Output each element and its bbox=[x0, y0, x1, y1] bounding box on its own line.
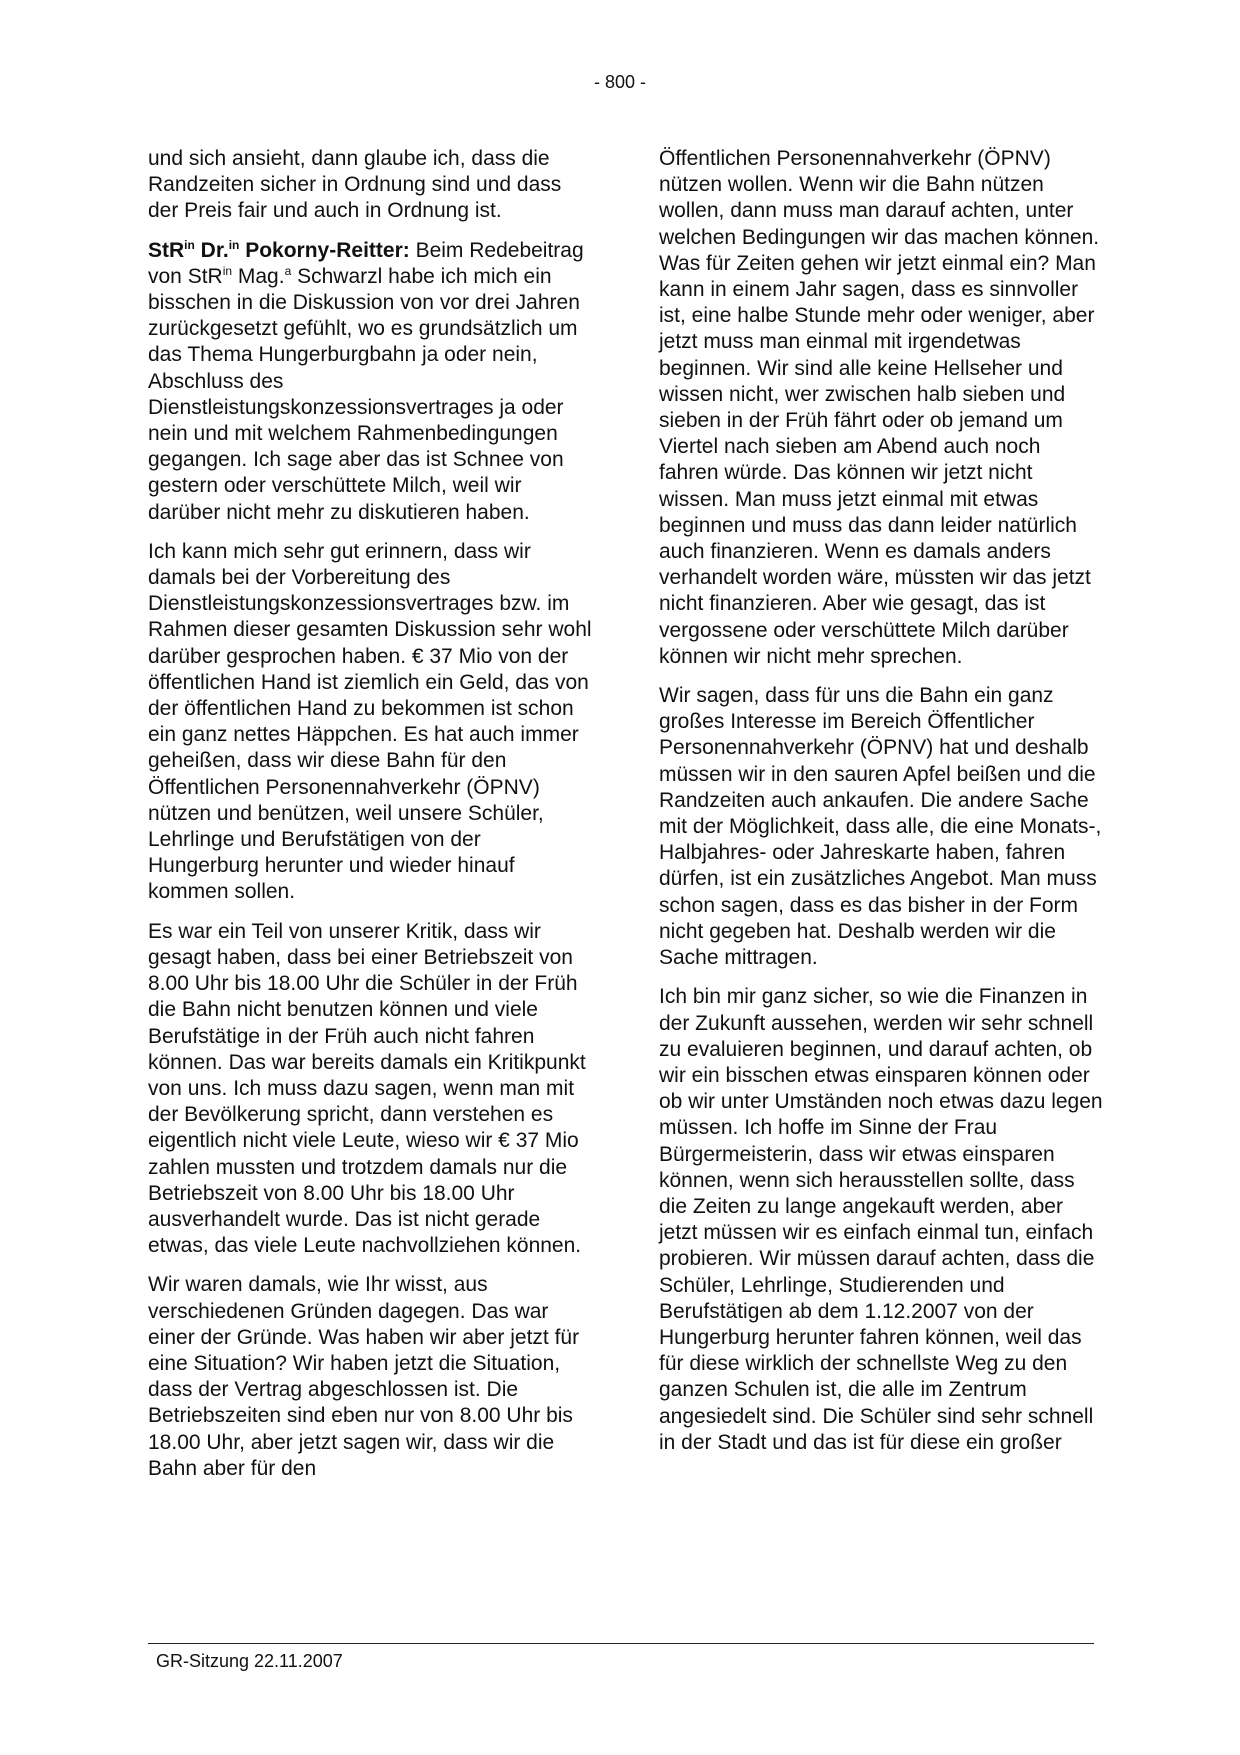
paragraph: Öffentlichen Personennahverkehr (ÖPNV) nützen wollen. Wenn wir die Bahn nützen wollen, dann muss man darauf achten, unter welchen Bedingungen wir das machen können. Was für Zeiten gehen wir jetzt einmal ein? Man kann in einem Jahr sagen, dass es sinnvoller ist, eine halbe Stunde mehr oder weniger, aber jetzt muss man einmal mit irgendetwas beginnen. Wir sind alle keine Hellseher und wissen nicht, wer zwischen halb sieben und sieben in der Früh fährt oder ob jemand um Viertel nach sieben am Abend auch noch fahren würde. Das können wir jetzt nicht wissen. Man muss jetzt einmal mit etwas beginnen und muss das dann leider natürlich auch finanzieren. Wenn es damals anders verhandelt worden wäre, müssten wir das jetzt nicht finanzieren. Aber wie gesagt, das ist vergossene oder verschüttete Milch darüber können wir nicht mehr sprechen. bbox=[659, 147, 1100, 668]
right-column bbox=[659, 146, 1105, 1469]
paragraph: Ich kann mich sehr gut erinnern, dass wir damals bei der Vorbereitung des Dienstleistungskonzessionsvertrages bzw. im Rahmen dieser gesamten Diskussion sehr wohl darüber gesprochen haben. € 37 Mio von der öffentlichen Hand ist ziemlich ein Geld, das von der öffentlichen Hand zu bekommen ist schon ein ganz nettes Häppchen. Es hat auch immer geheißen, dass wir diese Bahn für den Öffentlichen Personennahverkehr (ÖPNV) nützen und benützen, weil unsere Schüler, Lehrlinge und Berufstätigen von der Hungerburg herunter und wieder hinauf kommen sollen. bbox=[148, 539, 592, 904]
paragraph: Wir waren damals, wie Ihr wisst, aus verschiedenen Gründen dagegen. Das war einer der Gründe. Was haben wir aber jetzt für eine Situation? Wir haben jetzt die Situation, dass der Vertrag abgeschlossen ist. Die Betriebszeiten sind eben nur von 8.00 Uhr bis 18.00 Uhr, aber jetzt sagen wir, dass wir die Bahn aber für den bbox=[148, 1273, 580, 1480]
paragraph: und sich ansieht, dann glaube ich, dass die Randzeiten sicher in Ordnung sind und dass der Preis fair und auch in Ordnung ist. bbox=[148, 147, 562, 223]
footer-divider bbox=[148, 1643, 1094, 1644]
paragraph: Ich bin mir ganz sicher, so wie die Finanzen in der Zukunft aussehen, werden wir sehr schnell zu evaluieren beginnen, und darauf achten, ob wir ein bisschen etwas einsparen können oder ob wir unter Umständen noch etwas dazu legen müssen. Ich hoffe im Sinne der Frau Bürgermeisterin, dass wir etwas einsparen können, wenn sich herausstellen sollte, dass die Zeiten zu lange angekauft werden, aber jetzt müssen wir es einfach einmal tun, einfach probieren. Wir müssen darauf achten, dass die Schüler, Lehrlinge, Studierenden und Berufstätigen ab dem 1.12.2007 von der Hungerburg herunter fahren können, weil das für diese wirklich der schnellste Weg zu den ganzen Schulen ist, die alle im Zentrum angesiedelt sind. Die Schüler sind sehr schnell in der Stadt und das ist für diese ein großer bbox=[659, 985, 1103, 1454]
speaker-name: StR$^{in}$ Dr.$^{in}$ Pokorny-Reitter: bbox=[148, 237, 410, 262]
speaker-paragraph: StR$^{in}$ Dr.$^{in}$ Pokorny-Reitter: Beim Redebeitrag von StR$^{in}$ Mag.$^a$ Schwarzl habe ich mich ein bisschen in die Diskussion von vor drei Jahren zurückgesetzt gefühlt, wo es grundsätzlich um das Thema Hungerburgbahn ja oder nein, Abschluss des Dienstleistungskonzessionsvertrages ja oder nein und mit welchem Rahmenbedingungen gegangen. Ich sage aber das ist Schnee von gestern oder verschüttete Milch, weil wir darüber nicht mehr zu diskutieren haben. bbox=[148, 237, 584, 524]
page-number: - 800 - bbox=[593, 72, 647, 92]
footer-session-date: GR-Sitzung 22.11.2007 bbox=[156, 1651, 343, 1671]
paragraph: Es war ein Teil von unserer Kritik, dass wir gesagt haben, dass bei einer Betriebszeit von 8.00 Uhr bis 18.00 Uhr die Schüler in der Früh die Bahn nicht benutzen können und viele Berufstätige in der Früh auch nicht fahren können. Das war bereits damals ein Kritikpunkt von uns. Ich muss dazu sagen, wenn man mit der Bevölkerung spricht, dann verstehen es eigentlich nicht viele Leute, wieso wir € 37 Mio zahlen mussten und trotzdem damals nur die Betriebszeit von 8.00 Uhr bis 18.00 Uhr ausverhandelt wurde. Das ist nicht gerade etwas, das viele Leute nachvollziehen können. bbox=[148, 919, 586, 1258]
left-column bbox=[148, 146, 594, 1495]
paragraph: Wir sagen, dass für uns die Bahn ein ganz großes Interesse im Bereich Öffentlicher Personennahverkehr (ÖPNV) hat und deshalb müssen wir in den sauren Apfel beißen und die Randzeiten auch ankaufen. Die andere Sache mit der Möglichkeit, dass alle, die eine Monats-, Halbjahres- oder Jahreskarte haben, fahren dürfen, ist ein zusätzliches Angebot. Man muss schon sagen, dass es das bisher in der Form nicht gegeben hat. Deshalb werden wir die Sache mittragen. bbox=[659, 684, 1102, 970]
